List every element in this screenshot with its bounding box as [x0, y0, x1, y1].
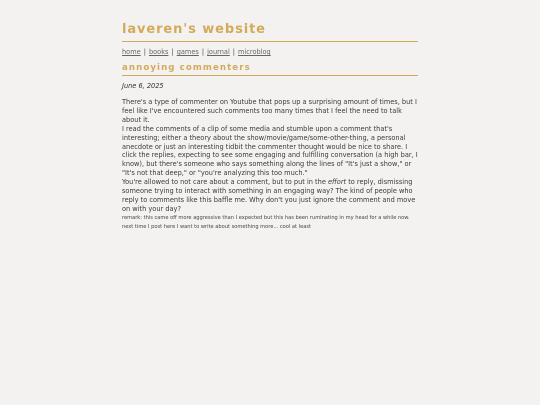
nav-link-journal[interactable]: journal	[207, 48, 230, 56]
site-nav	[122, 48, 418, 57]
post-date: June 6, 2025	[122, 82, 164, 90]
post-remark: remark: this came off more aggressive than I expected but this has been ruminating in my head for a while now. next time I post here I want to write about something more... cool at least	[122, 214, 410, 230]
post-paragraph-3	[122, 178, 418, 214]
nav-separator: |	[143, 48, 146, 56]
nav-link-home[interactable]: home	[122, 48, 141, 56]
nav-separator: |	[232, 48, 236, 56]
post-paragraph-3-text-end: to reply, dismissing someone trying to interact with something in an engaging way? The kind of people who reply to comments like this baffle me. Why don't you just ignore the comment and move on with your day?	[122, 178, 416, 213]
nav-separator: |	[171, 48, 174, 56]
site-title: laveren's website	[122, 22, 266, 37]
page-container	[122, 21, 418, 232]
post-body	[122, 98, 418, 232]
post-paragraph-1: There's a type of commenter on Youtube that pops up a surprising amount of times, but I feel like I've encountered such comments too many times that I feel the need to talk about it.	[122, 98, 417, 124]
post-paragraph-3-text: You're allowed to not care about a comment, but to put in the	[122, 178, 328, 187]
title-divider	[122, 41, 418, 42]
post-emphasis: effort	[327, 178, 347, 187]
nav-link-microblog[interactable]: microblog	[238, 48, 271, 56]
nav-link-games[interactable]: games	[176, 48, 199, 56]
nav-separator: |	[201, 48, 205, 56]
nav-link-books[interactable]: books	[148, 48, 169, 56]
post-paragraph-2: I read the comments of a clip of some media and stumble upon a comment that's interesting; either a theory about the show/movie/game/some-other-thing, a personal anecdote or just an interesting tidbit the commenter thought would be nice to share. I click the replies, expecting to see some engaging and fulfilling conversation (a high bar, I know), but there's someone who says something along the lines of "It's just a show," or "It's not that deep," or "you're analyzing this too much."	[122, 124, 418, 178]
post-title: annoying commenters	[122, 63, 251, 73]
post-title-divider	[122, 75, 418, 76]
